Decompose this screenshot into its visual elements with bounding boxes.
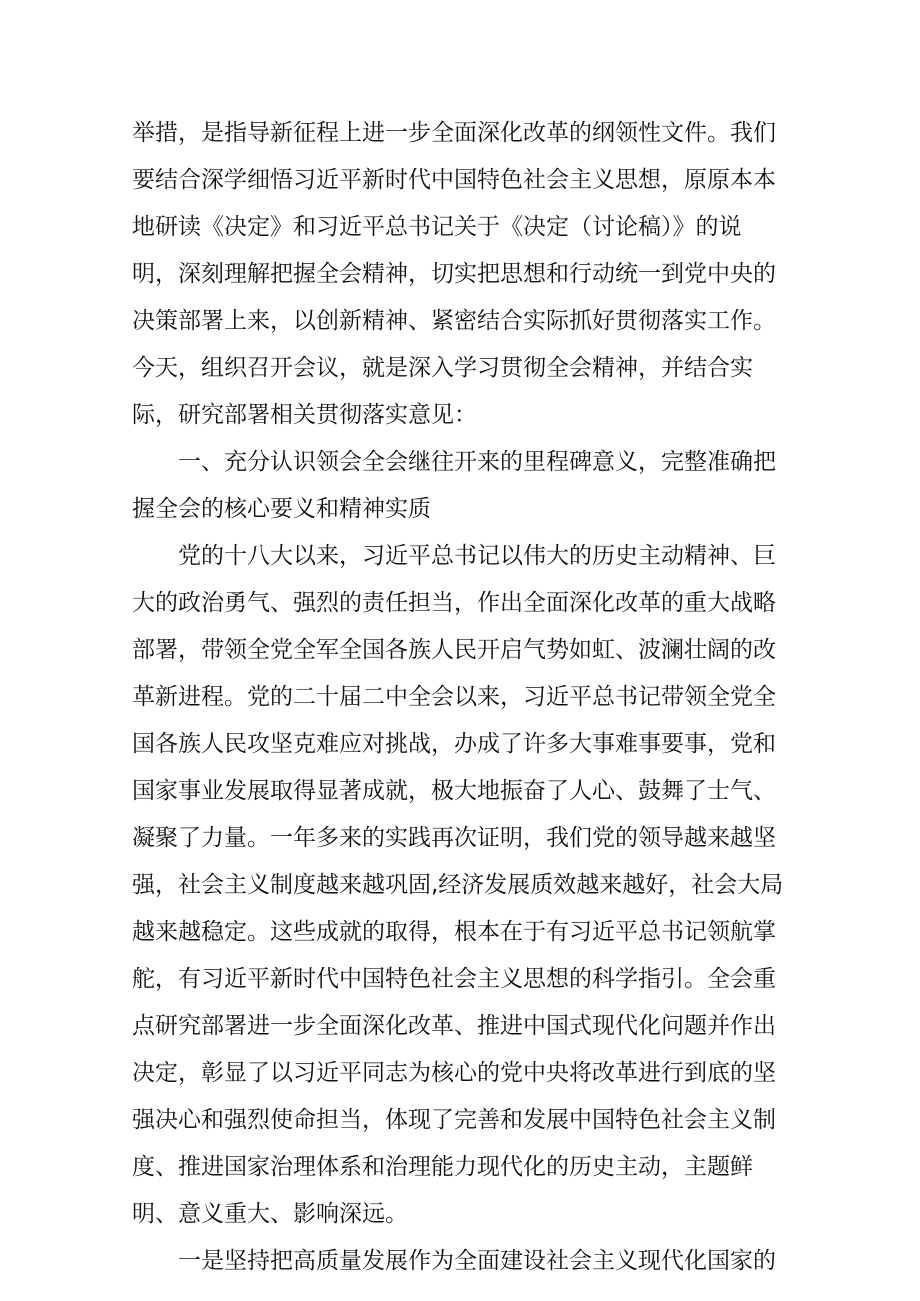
text-line: 点研究部署进一步全面深化改革、推进中国式现代化问题并作出 xyxy=(132,1013,776,1039)
text-line: 际，研究部署相关贯彻落实意见： xyxy=(132,402,477,428)
text-line: 明、意义重大、影响深远。 xyxy=(132,1201,408,1227)
text-line: 国各族人民攻坚克难应对挑战，办成了许多大事难事要事，党和 xyxy=(132,731,776,757)
text-line: 强，社会主义制度越来越巩固,经济发展质效越来越好，社会大局 xyxy=(132,872,784,898)
text-line: 一是坚持把高质量发展作为全面建设社会主义现代化国家的 xyxy=(178,1248,776,1274)
text-line: 决策部署上来，以创新精神、紧密结合实际抓好贯彻落实工作。 xyxy=(132,308,776,334)
text-line: 革新进程。党的二十届二中全会以来，习近平总书记带领全党全 xyxy=(132,684,776,710)
text-line: 要结合深学细悟习近平新时代中国特色社会主义思想，原原本本 xyxy=(132,167,776,193)
text-line: 度、推进国家治理体系和治理能力现代化的历史主动，主题鲜 xyxy=(132,1154,753,1180)
section-heading-line: 握全会的核心要义和精神实质 xyxy=(132,496,431,522)
text-line: 强决心和强烈使命担当，体现了完善和发展中国特色社会主义制 xyxy=(132,1107,776,1133)
text-line: 越来越稳定。这些成就的取得，根本在于有习近平总书记领航掌 xyxy=(132,919,776,945)
text-line: 今天，组织召开会议，就是深入学习贯彻全会精神，并结合实 xyxy=(132,355,753,381)
text-line: 明，深刻理解把握全会精神，切实把思想和行动统一到党中央的 xyxy=(132,261,776,287)
text-line: 凝聚了力量。一年多来的实践再次证明，我们党的领导越来越坚 xyxy=(132,825,776,851)
text-line: 举措，是指导新征程上进一步全面深化改革的纲领性文件。我们 xyxy=(132,120,776,146)
text-line: 部署，带领全党全军全国各族人民开启气势如虹、波澜壮阔的改 xyxy=(132,637,776,663)
text-line: 地研读《决定》和习近平总书记关于《决定（讨论稿）》的说 xyxy=(132,214,742,240)
text-line: 决定，彰显了以习近平同志为核心的党中央将改革进行到底的坚 xyxy=(132,1060,776,1086)
text-line: 国家事业发展取得显著成就，极大地振奋了人心、鼓舞了士气、 xyxy=(132,778,776,804)
text-line: 大的政治勇气、强烈的责任担当，作出全面深化改革的重大战略 xyxy=(132,590,776,616)
document-body xyxy=(132,110,792,1285)
text-line: 舵，有习近平新时代中国特色社会主义思想的科学指引。全会重 xyxy=(132,966,776,992)
text-line: 党的十八大以来，习近平总书记以伟大的历史主动精神、巨 xyxy=(178,543,776,569)
section-heading-line: 一、充分认识领会全会继往开来的里程碑意义，完整准确把 xyxy=(178,449,776,475)
